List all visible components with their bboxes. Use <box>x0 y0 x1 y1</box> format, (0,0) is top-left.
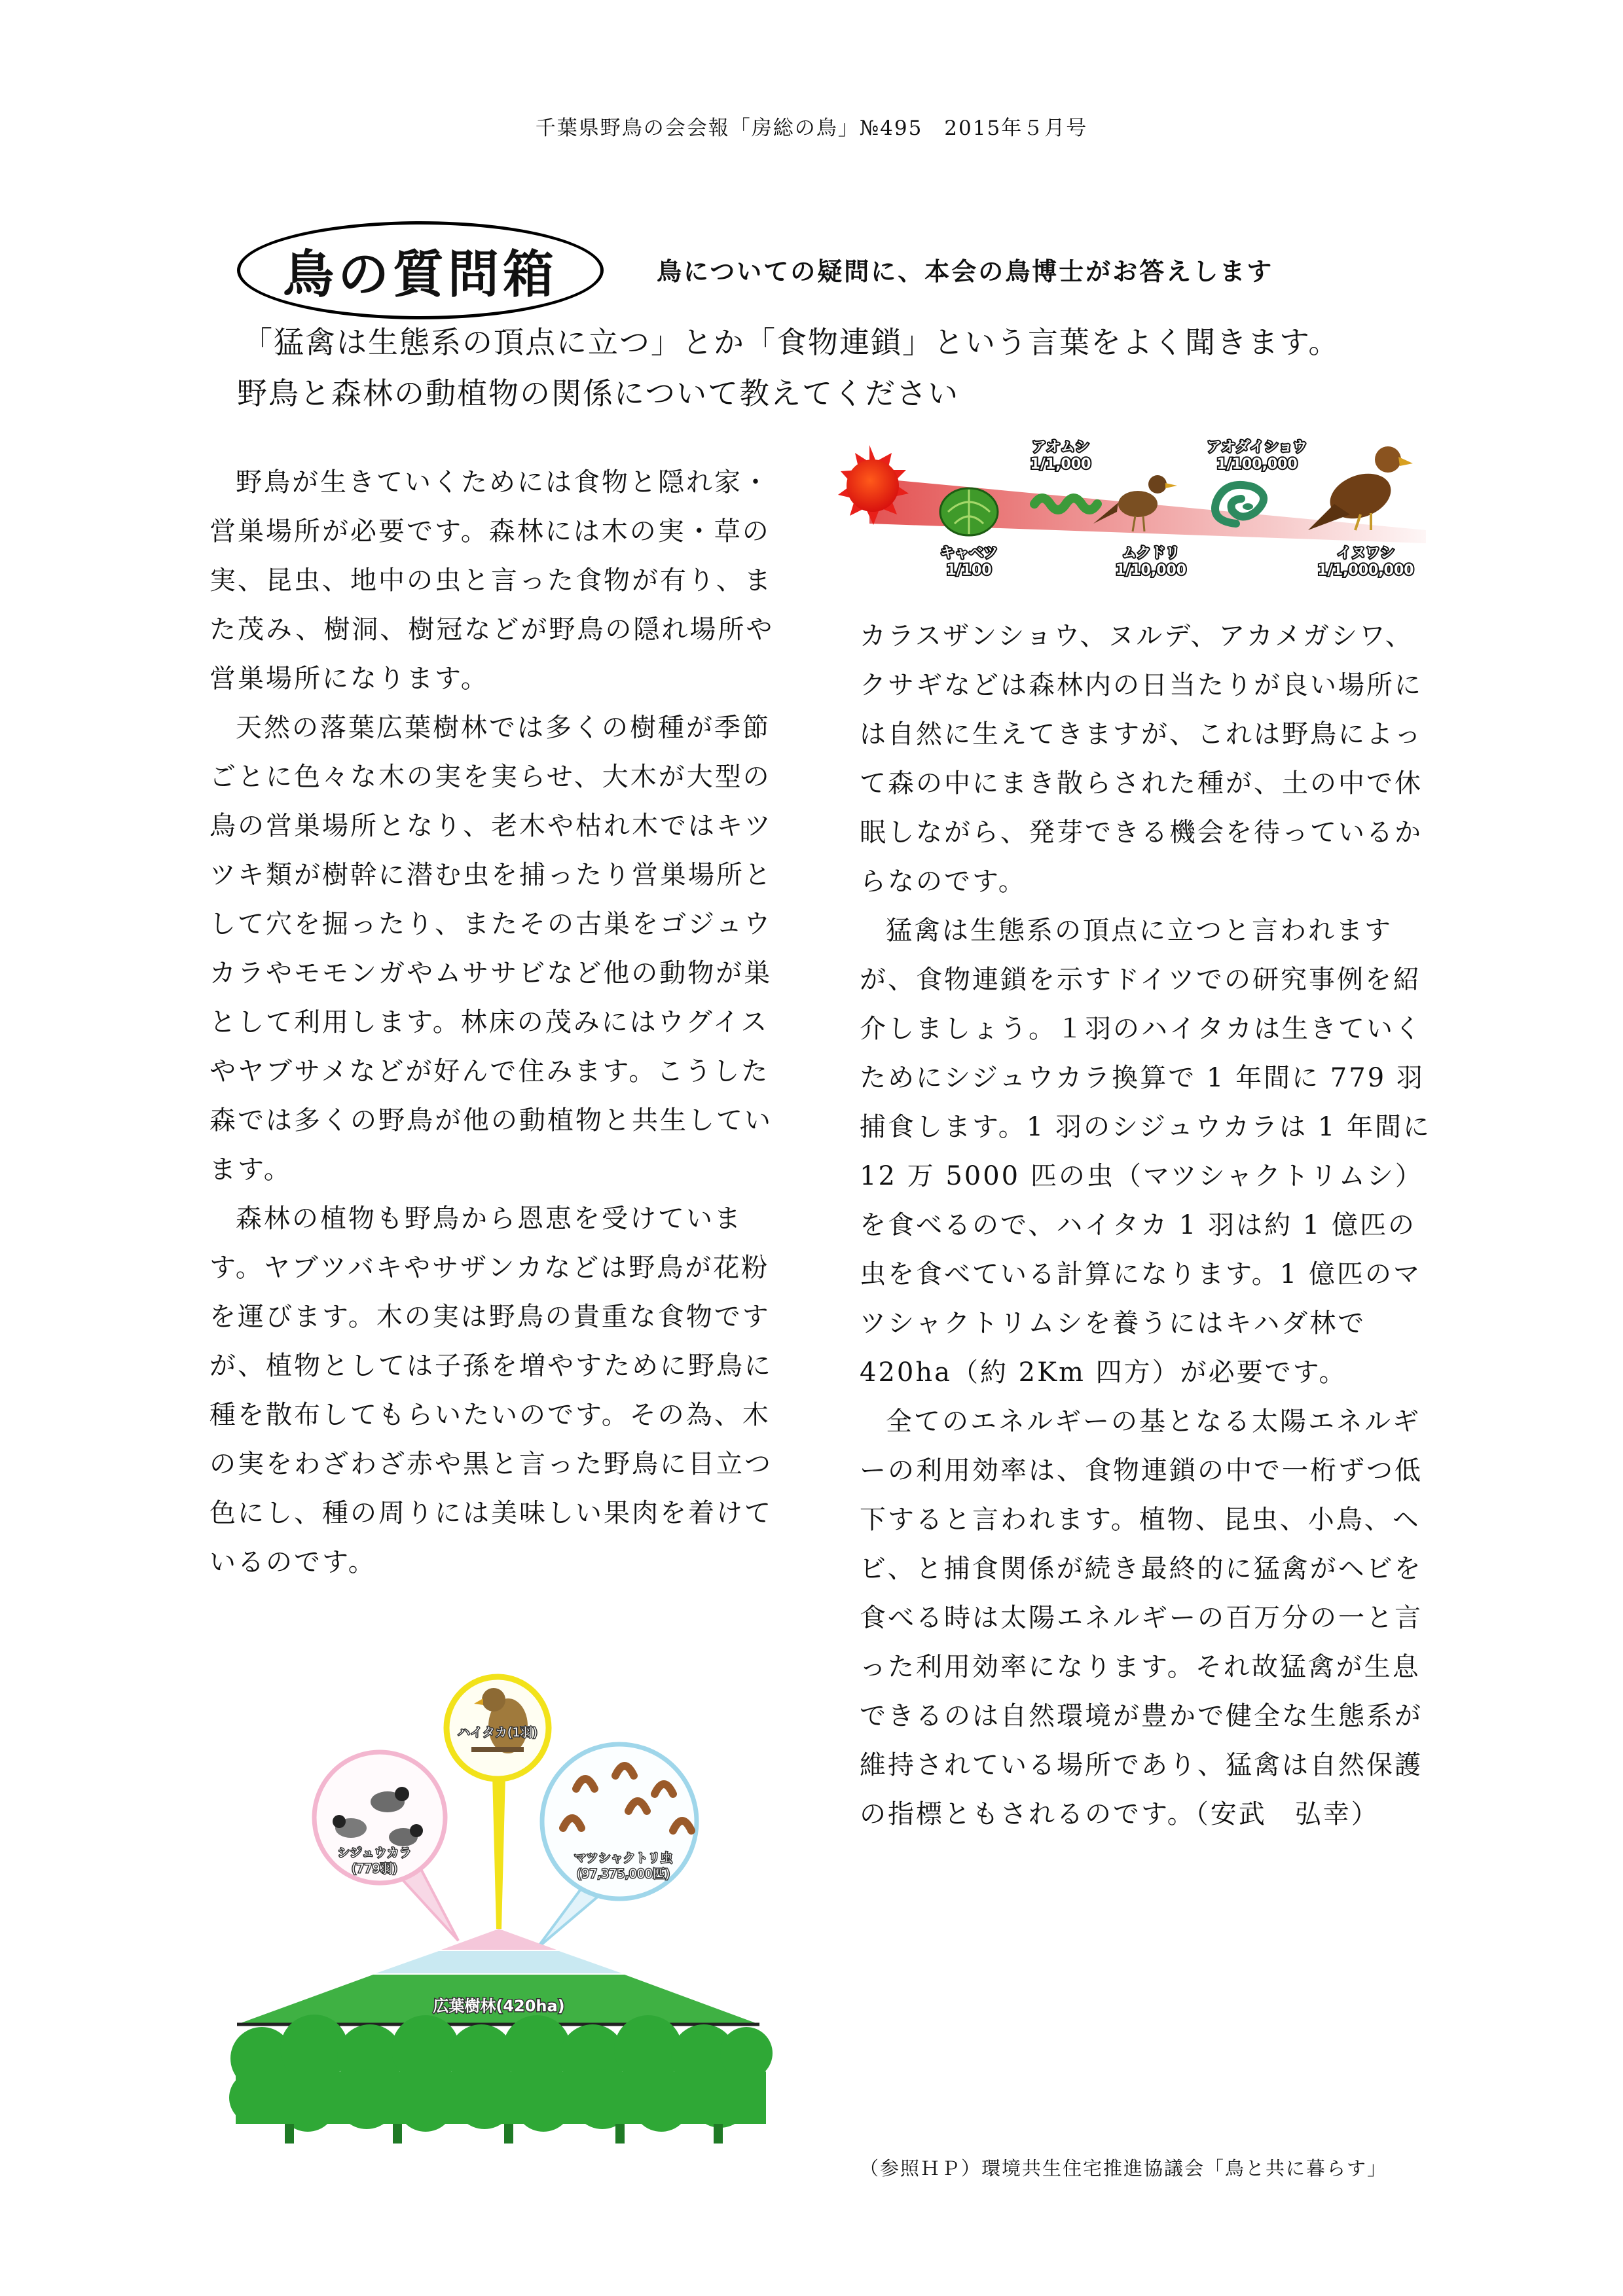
food-chain-svg <box>824 432 1442 602</box>
inchworm-count: (97,375,000匹) <box>576 1867 670 1881</box>
reference-note: （参照ＨＰ）環境共生住宅推進協議会「鳥と共に暮らす」 <box>860 2157 1388 2179</box>
caterpillar-name: アオムシ <box>1032 439 1089 456</box>
starling-ratio: 1/10,000 <box>1115 562 1187 579</box>
eagle-ratio: 1/1,000,000 <box>1317 562 1414 579</box>
hawk-bubble-pointer <box>492 1774 505 1929</box>
forest-trees <box>229 2015 773 2132</box>
newsletter-header: 千葉県野鳥の会会報「房総の鳥」№495 2015年５月号 <box>535 117 1088 140</box>
question-line: 野鳥と森林の動植物の関係について教えてください <box>237 376 960 411</box>
forest-label: 広葉樹林(420ha) <box>433 1997 565 2015</box>
starling-name: ムクドリ <box>1122 545 1180 562</box>
answer-paragraph: 全てのエネルギーの基となる太陽エネルギーの利用効率は、食物連鎖の中で一桁ずつ低下すると言われます。植物、昆虫、小鳥、ヘビ、と捕食関係が続き最終的に猛禽がヘビを食べる時は太陽エネルギーの百万分の一と言った利用効率になります。それ故猛禽が生息できるのは自然環境が豊かで健全な生態系が維持されている場所であり、猛禽は自然保護の指標ともされるのです。（安武 弘幸） <box>860 1407 1423 1829</box>
golden-eagle-icon <box>1308 446 1413 530</box>
answer-right-column <box>860 612 1436 1839</box>
reader-question <box>237 317 1473 419</box>
snake-name: アオダイショウ <box>1207 439 1307 456</box>
column-title: 鳥の質問箱 <box>282 245 558 304</box>
cabbage-name: キャベツ <box>939 545 998 562</box>
answer-paragraph: 森林の植物も野鳥から恩恵を受けています。ヤブツバキやサザンカなどは野鳥が花粉を運びます。木の実は野鳥の貴重な食物ですが、植物としては子孫を増やすために野鳥に種を散布してもらいたいのです。その為、木の実をわざわざ赤や黒と言った野鳥に目立つ色にし、種の周りには美味しい果肉を着けているのです。 <box>210 1204 773 1577</box>
food-chain-illustration <box>824 432 1442 602</box>
eagle-name: イヌワシ <box>1336 545 1395 562</box>
snake-ratio: 1/100,000 <box>1216 456 1298 473</box>
question-line: 「猛禽は生態系の頂点に立つ」とか「食物連鎖」という言葉をよく聞きます。 <box>242 325 1340 360</box>
answer-left-column <box>210 458 786 1587</box>
caterpillar-ratio: 1/1,000 <box>1030 456 1091 473</box>
answer-paragraph: 野鳥が生きていくためには食物と隠れ家・営巣場所が必要です。森林には木の実・草の実、昆虫、地中の虫と言った食物が有り、また茂み、樹洞、樹冠などが野鳥の隠れ場所や営巣場所になります。 <box>210 467 775 694</box>
column-title-oval <box>237 221 604 319</box>
inchworm-name: マツシャクトリ虫 <box>574 1851 673 1865</box>
column-subtitle: 鳥についての疑問に、本会の鳥博士がお答えします <box>657 257 1274 286</box>
pyramid-middle-layer <box>376 1951 622 1973</box>
sparrowhawk-label: ハイタカ(1羽) <box>458 1725 538 1740</box>
cabbage-icon <box>940 488 998 535</box>
answer-paragraph: 天然の落葉広葉樹林では多くの樹種が季節ごとに色々な木の実を実らせ、大木が大型の鳥の営巣場所となり、老木や枯れ木ではキツツキ類が樹幹に潜む虫を捕ったり営巣場所として穴を掘ったり、またその古巣をゴジュウカラやモモンガやムササビなど他の動物が巣として利用します。林床の茂みにはウグイスやヤブサメなどが好んで住みます。こうした森では多くの野鳥が他の動植物と共生しています。 <box>210 713 773 1185</box>
great-tit-name: シジュウカラ <box>337 1846 412 1860</box>
ecological-pyramid-illustration <box>223 1666 779 2163</box>
great-tit-count: (779羽) <box>351 1861 398 1876</box>
cabbage-ratio: 1/100 <box>946 562 992 579</box>
answer-paragraph: カラスザンショウ、ヌルデ、アカメガシワ、クサギなどは森林内の日当たりが良い場所には自然に生えてきますが、これは野鳥によって森の中にまき散らされた種が、土の中で休眠しながら、発芽できる機会を待っているからなのです。 <box>860 621 1423 897</box>
answer-paragraph: 猛禽は生態系の頂点に立つと言われますが、食物連鎖を示すドイツでの研究事例を紹介しましょう。１羽のハイタカは生きていくためにシジュウカラ換算で 1 年間に 779 羽捕食します。1 羽のシジュウカラは 1 年間に 12 万 5000 匹の虫（マツシャクトリムシ）を食べるので、ハイタカ 1 羽は約 1 億匹の虫を食べている計算になります。1 億匹のマツシャクトリムシを養うにはキハダ林で 420ha（約 2Km 四方）が必要です。 <box>860 916 1432 1388</box>
pyramid-svg <box>223 1666 779 2163</box>
